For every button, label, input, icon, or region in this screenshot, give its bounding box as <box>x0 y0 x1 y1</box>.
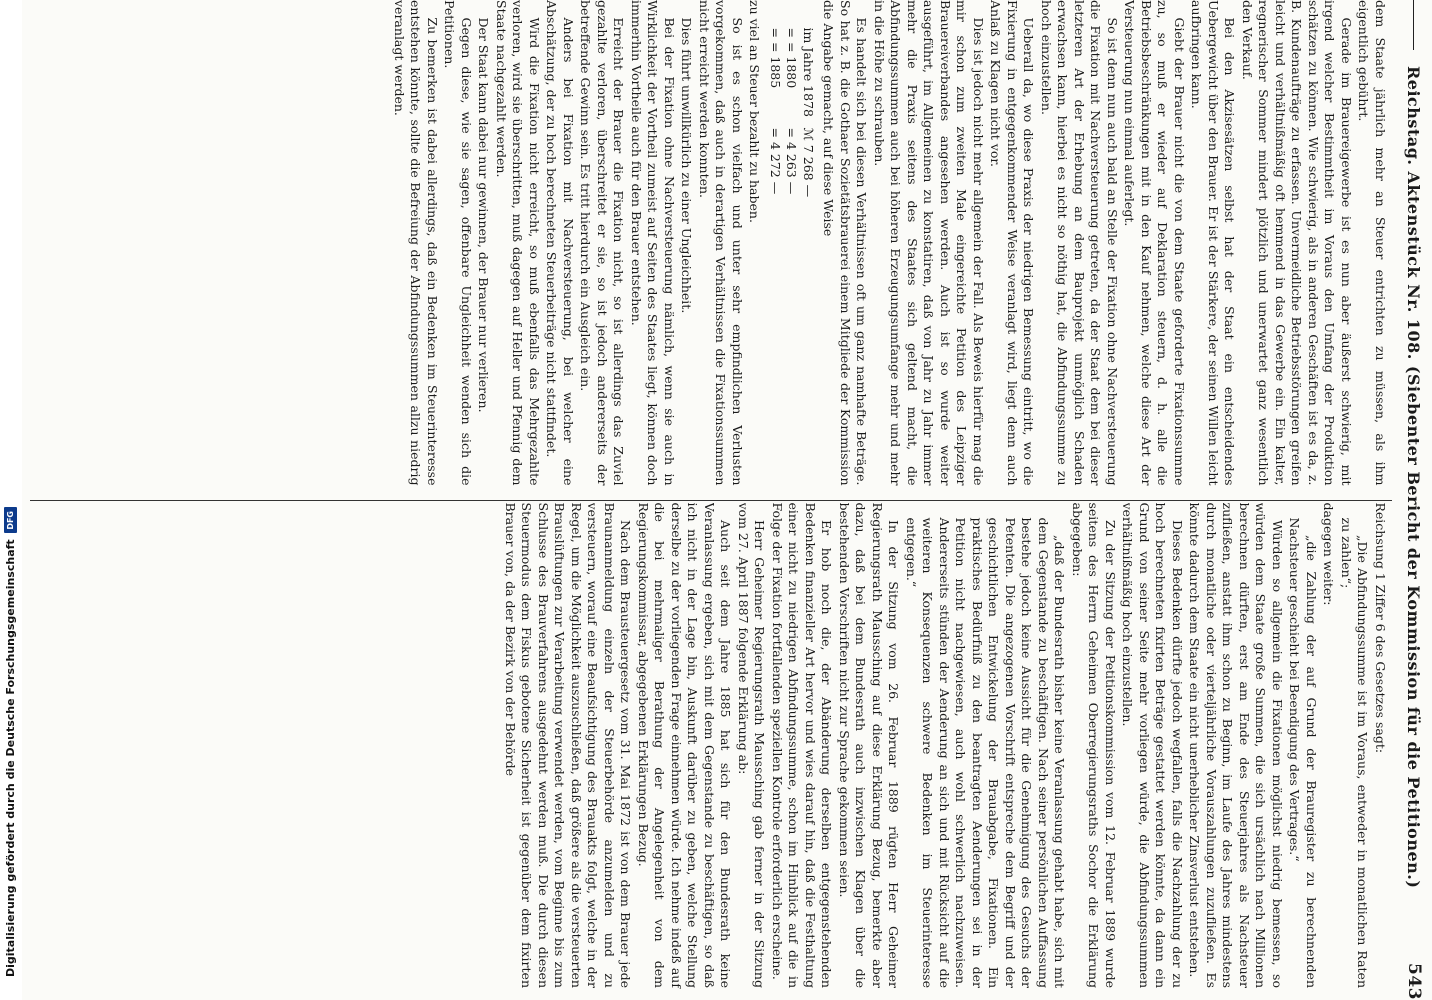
paragraph: Anders bei Fixation mit Nachversteuerung, bei welcher eine Abschätzung, der zu hoch berechneten Steuerbeiträge nicht stattfindet. <box>544 0 576 486</box>
stats-year: im Jahre 1878 <box>801 27 816 117</box>
paragraph: Bei den Akzisesätzen selbst hat der Staat ein entscheidendes Uebergewicht über den Brauer. Er ist der Stärkere, der seinen Willen leicht aufbringen kann. <box>1189 0 1238 486</box>
paragraph: Er hob noch die, der Abänderung derselben entgegenstehenden Bedenken finanzieller Art hervor und wies darauf hin, daß die Festhaltung einer nicht zu niedrigen Abfindungssumme, schon im Hinblick auf die in Folge der Fixation fortfallenden speziellen Kontrole erforderlich erscheine. <box>770 502 835 988</box>
paragraph: Nach dem Brausteuergesetz vom 31. Mai 1872 ist von dem Brauer jede Braunanmeldung einzeln der Steuerbehörde anzumelden und zu versteuern, worauf eine Beaufsichtigung des Brauakts folgt, welche in der Regel, um die Möglichkeit auszuschließen, daß größere als die versteuerten Brauslüftungen zur Verarbeitung verwendet werden, vom Beginne bis zum Schlusse des Brauverfahrens ausgedehnt werden muß. Die durch diesen Steuermodus dem Fiskus gebotene Sicherheit ist gegenüber dem fixirten Brauer von, da der Bezirk von der Behörde <box>503 502 634 988</box>
dfg-logo-icon: DFG <box>4 507 17 533</box>
paragraph: Dieses Bedenken dürfte jedoch wegfallen, falls die Nachzahlung der zu hoch berechneten fixirten Beträge gestattet werden könnte, da dann ein Grund von seiner Seite mehr vorliegen würde, die Abfindungssummen verhältnißmäßig hoch einzustellen. <box>1120 502 1185 988</box>
paragraph: Zu bemerken ist dabei allerdings, daß ein Bedenken im Steuerinteresse entstehen könnte, sollte die Befreiung der Abfindungssummen allzu niedrig veranlagt werden. <box>392 0 440 486</box>
right-column <box>30 503 1392 1000</box>
paragraph: dem Staate jährlich mehr an Steuer entrichten zu müssen, als ihm eigentlich gebührt. <box>1356 0 1388 486</box>
paragraph: Dies ist jedoch nicht mehr allgemein der Fall. Als Beweis hierfür mag die mir schon zum zweiten Male eingereichte Petition des Leipziger Brauereiverbandes angesehen werden. Auch ist so wurde weiter ausgeführt, im Allgemeinen zu konstatiren, daß von Jahr zu Jahr immer mehr die Praxis seitens des Staates sich geltend macht, die Abfindungssummen auch bei höheren Erzeugungsumfange mehr und mehr in die Höhe zu schrauben. <box>872 0 986 486</box>
left-column <box>30 0 1392 498</box>
text-columns <box>30 0 1392 1000</box>
paragraph: So ist es schon vielfach und unter sehr empfindlichen Verlusten vorgekommen, daß auch in derartigen Verhältnissen die Fixationssummen nicht erreicht werden konnten. <box>697 0 745 486</box>
quoted-paragraph: „daß der Bundesrath bisher keine Veranlassung gehabt habe, sich mit dem Gegenstande zu beschäftigen. Nach seiner persönlichen Auffassung bestehe jedoch keine Aussicht für die Genehmigung des Gesuchs der Petenten. Die angezogenen Vorschrift entspreche dem Begriff und der geschichtlichen Entwickelung der Brauabgabe, Fixationen. Ein praktisches Bedürfniß zu den beantragten Aenderungen sei in der Petition nicht nachgewiesen, auch wohl schwerlich nachzuweisen. Andererseits stünden der Aenderung an sich und mit Rücksicht auf die weiteren Konsequenzen schwere Bedenken im Steuerinteresse entgegen.“ <box>904 517 1068 988</box>
stats-year: = = 1880 <box>784 27 800 89</box>
paragraph: Es handelt sich bei diesen Verhältnissen oft um ganz namhafte Beträge. So hat z. B. die Gothaer Sozietätsbrauerei einem Mitgliede der Kommission die Angabe gemacht, auf diese Weise <box>821 0 870 486</box>
stats-amount: ℳ 7 268 — <box>801 127 816 198</box>
paragraph: Der Staat kann dabei nur gewinnen, der Brauer nur verlieren. <box>476 17 492 413</box>
paragraph: In der Sitzung vom 26. Februar 1889 rügten Herr Geheimer Regierungsrath Maussching auf diese Erklärung Bezug, bemerkte aber dazu, daß bei dem Bundesrath auch inzwischen Klagen über die bestehenden Vorschriften nicht zur Sprache gekommen seien. <box>837 502 902 988</box>
header-rule <box>1414 0 1415 50</box>
stats-amount: = 4 263 — <box>784 127 800 195</box>
column-divider <box>30 500 1392 501</box>
stats-row <box>800 28 817 486</box>
paragraph: Dies führt unwillkürlich zu einer Ungleichheit. <box>679 17 695 314</box>
paragraph: Reichsung 1 Ziffer 6 des Gesetzes sagt: <box>1373 502 1388 754</box>
stats-row <box>783 28 800 486</box>
credit-text: Digitalisierung gefördert durch die Deutsche Forschungsgemeinschaft <box>3 539 17 977</box>
paragraph: Gegen diese, wie sie sagen, offenbare Ungleichheit wenden sich die Petitionen. <box>442 0 474 486</box>
paragraph: Zu der Sitzung der Petitionskommission vom 12. Februar 1889 wurde seitens des Herrn Geheimen Oberregierungsraths Sochor die Erklärung abgegeben: <box>1070 502 1118 988</box>
paragraph: Bei der Fixation ohne Nachversteuerung nämlich, wenn sie auch in Wirklichkeit der Vortheil zumeist auf Seiten des Staates liegt, können doch immerhin Vortheile auch für den Brauer entstehen. <box>629 0 677 486</box>
digitization-credit <box>1 17 19 977</box>
paragraph: dagegen weiter: <box>1321 502 1337 606</box>
paragraph: Wird die Fixation nicht erreicht, so muß ebenfalls das Mehrgezahlte verloren, wird sie überschritten, muß dagegen auf Heller und Pfennig dem Staate nachgezahlt werden. <box>494 0 542 486</box>
paragraph: Ueberall da, wo diese Praxis der niedrigen Bemessung eintritt, wo die Fixierung in entgegenkommender Weise veranlagt wird, liegt denn auch Anlaß zu Klagen nicht vor. <box>988 0 1037 486</box>
stats-table <box>767 28 817 486</box>
quoted-paragraph: „Die Abfindungssumme ist im Voraus, entweder in monatlichen Raten zu zahlen“; <box>1339 517 1371 988</box>
paragraph: So ist denn nun auch bald an Stelle der Fixation ohne Nachversteuerung die Fixation mit Nachversteuerung getreten, da der Staat dem bei dieser letzteren Art der Erhebung an dem Bauprojekt unmöglich Schaden erwachsen kann, hierbei es nicht so nöthig hat, die Abfindungssumme zu hoch einzustellen. <box>1039 0 1120 486</box>
paragraph: Erreicht der Brauer die Fixation nicht, so ist allerdings das Zuviel gezahlte verloren, überschreitet er sie, so ist jedoch andererseits der betreffende Gewinn sein. Es tritt hierdurch ein Ausgleich ein. <box>578 0 627 486</box>
paragraph: Auch seit dem Jahre 1885 hat sich für den Bundesrath keine Veranlassung ergeben, sich mit dem Gegenstande zu beschäftigen, so daß ich nicht in der Lage bin, Auskunft darüber zu geben, welche Stellung derselbe zu der vorliegenden Frage einnehmen würde. Ich nehme indeß auf die bei mehrmaliger Berathung der Angelegenheit von dem Regierungskommissar, abgegebenen Erklärungen Bezug. <box>636 502 734 988</box>
stats-amount: = 4 272 — <box>768 127 783 195</box>
paragraph: Giebt der Brauer nicht die von dem Staate geforderte Fixationssumme zu, so muß er wieder auf Deklaration steuern, d. h. alle die Betriebsbeschränkungen mit in den Kauf nehmen, welche diese Art der Versteuerung nun einmal auferlegt. <box>1122 0 1187 486</box>
paragraph: Würden so allgemein die Fixationen möglichst niedrig bemessen, so würden dem Staate große Summen, die sich ursächlich nach Millionen berechnen dürften, erst am Ende des Steuerjahres als Nachsteuer zufließen, anstatt ihm schon zu Beginn, im Laufe des Jahres mindestens durch monatliche oder vierteljährliche Vorauszahlungen zuzufließen. Es könnte dadurch dem Staate ein nicht unerheblicher Zinsverlust entstehen. <box>1187 502 1285 988</box>
stats-row <box>767 28 784 486</box>
stats-year: = = 1885 <box>768 27 783 89</box>
quoted-paragraph: „die Zahlung der auf Grund der Brauregister zu berechnenden Nachsteuer geschieht bei Beendigung des Vertrages.“ <box>1287 517 1319 988</box>
running-title: Reichstag. Aktenstück Nr. 108. (Siebenter Bericht der Kommission für die Petitionen.) <box>1404 66 1424 889</box>
paragraph: Gerade im Brauereigewerbe ist es nun aber äußerst schwierig, mit irgend welcher Bestimmtheit im Voraus den Umfang der Produktion schätzen zu können. Wie schwierig, als in anderen Geschäften ist es da, z. B. Kundenaufträge zu erfassen. Unvermeidliche Betriebsstörungen greifen leicht und verhältnißmäßig oft hemmend in das Gewerbe ein. Ein kalter, regnerischer Sommer mindert plötzlich und unerwartet ganz wesentlich den Verkauf. <box>1240 0 1354 486</box>
digitization-margin <box>0 0 22 1000</box>
paragraph: zu viel an Steuer bezahlt zu haben. <box>747 0 763 223</box>
page-number: 543 <box>1404 963 1424 1000</box>
page-header <box>1396 0 1432 1000</box>
paragraph: Herr Geheimer Regierungsrath Maussching gab ferner in der Sitzung vom 27. April 1887 folgende Erklärung ab: <box>736 502 768 988</box>
